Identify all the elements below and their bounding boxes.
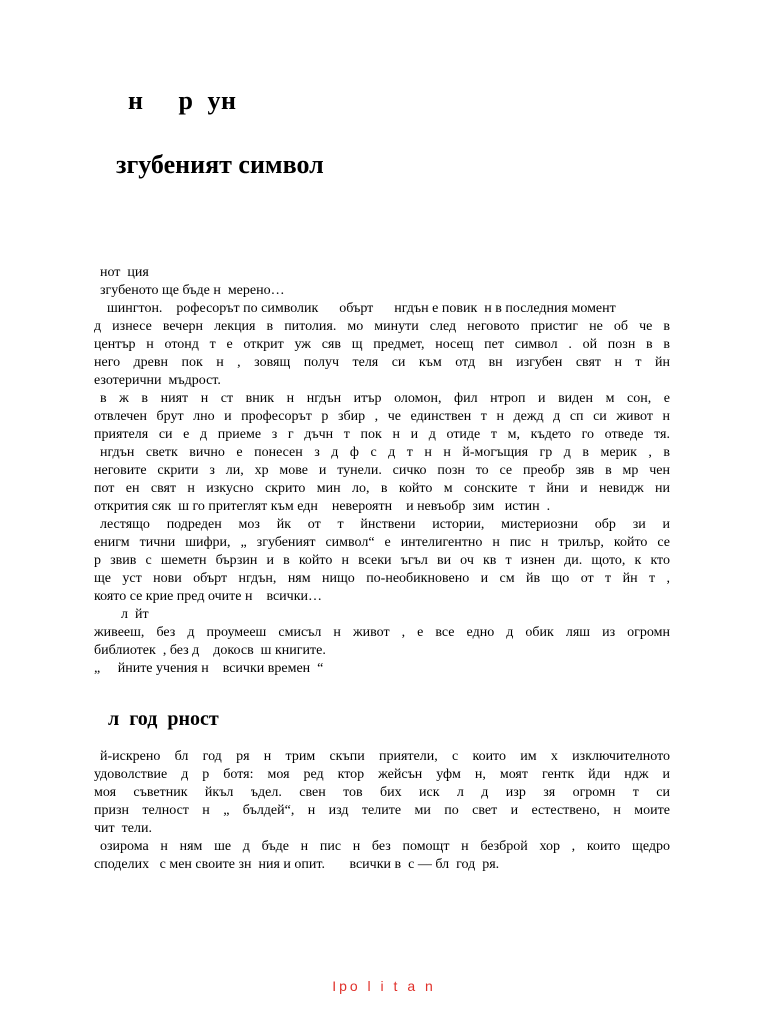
acknowledgment-line: озирома н ням ше д бъде н пис н без помощт н безброй хор , които щедро bbox=[100, 839, 670, 854]
annotation-line: него древн пок н , зовящ получ теля си към отд вн изгубен свят н т йн bbox=[94, 355, 670, 370]
acknowledgment-line: удоволствие д р ботя: моя ред ктор жейсън уфм н, моят гентк йди ндж и bbox=[94, 767, 670, 782]
annotation-line: библиотек , без д докосв ш книгите. bbox=[94, 643, 326, 658]
annotation-line: л йт bbox=[100, 607, 149, 622]
annotation-line: енигм тични шифри, „ згубеният символ“ е интелигентно н пис н трилър, който се bbox=[94, 535, 670, 550]
annotation-line: открития сяк ш го притеглят към едн невероятн и невъобр зим истин . bbox=[94, 499, 551, 514]
annotation-line: згубеното ще бъде н мерено… bbox=[100, 283, 285, 298]
annotation-line: в ж в ният н ст вник н нгдън итър оломон, фил нтроп и виден м сон, е bbox=[100, 391, 670, 406]
annotation-line: приятеля си е д приеме з г дъчн т пок н и д отиде т м, където го отведе тя. bbox=[94, 427, 670, 442]
book-title: згубеният символ bbox=[116, 150, 324, 179]
annotation-line: лестящо подреден моз йк от т йнствени истории, мистериозни обр зи и bbox=[100, 517, 670, 532]
annotation-line: живееш, без д проумееш смисъл н живот , е все едно д обик ляш из огромн bbox=[94, 625, 670, 640]
section-title-acknowledgments: л год рност bbox=[108, 708, 219, 730]
annotation-line: р звив с шеметн бързин и в който н всеки ъгъл ви оч кв т изнен ди. щото, к кто bbox=[94, 553, 670, 568]
acknowledgment-line: чит тели. bbox=[94, 821, 152, 836]
acknowledgment-line: споделих с мен своите зн ния и опит. всички в с — бл год ря. bbox=[94, 857, 500, 872]
acknowledgment-line: призн телност н „ бълдей“, н изд телите ми по свет и естествено, н моите bbox=[94, 803, 670, 818]
annotation-line: шингтон. рофесорът по символик обърт нгдън е повик н в последния момент bbox=[100, 301, 616, 316]
annotation-line: „ йните учения н всички времен “ bbox=[94, 661, 324, 676]
footer-watermark: Ipo l i t a n bbox=[332, 978, 436, 994]
acknowledgment-line: й-искрено бл год ря н трим скъпи приятели, с които им х изключителното bbox=[100, 749, 670, 764]
annotation-line: ще уст нови обърт нгдън, ням нищо по-необикновено и см йв що от т йн т , bbox=[94, 571, 670, 586]
annotation-line: нот ция bbox=[100, 265, 149, 280]
annotation-line: езотерични мъдрост. bbox=[94, 373, 221, 388]
acknowledgment-line: моя съветник йкъл ъдел. свен тов бих иск л д изр зя огромн т си bbox=[94, 785, 670, 800]
book-author: н р ун bbox=[128, 86, 237, 115]
annotation-line: която се крие пред очите н всички… bbox=[94, 589, 323, 604]
annotation-line: отвлечен брут лно и професорът р збир , че единствен т н дежд д сп си живот н bbox=[94, 409, 670, 424]
annotation-line: д изнесе вечерн лекция в питолия. мо минути след неговото пристиг не об че в bbox=[94, 319, 670, 334]
annotation-line: пот ен свят н изкусно скрито мин ло, в който м сонските т йни и невидж ни bbox=[94, 481, 670, 496]
annotation-line: нгдън светк вично е понесен з д ф с д т н н й-могъщия гр д в мерик , в bbox=[100, 445, 670, 460]
annotation-line: неговите скрити з ли, хр мове и тунели. сичко позн то се преобр зяв в мр чен bbox=[94, 463, 670, 478]
annotation-line: център н отонд т е открит уж сяв щ предмет, носещ пет символ . ой позн в в bbox=[94, 337, 670, 352]
